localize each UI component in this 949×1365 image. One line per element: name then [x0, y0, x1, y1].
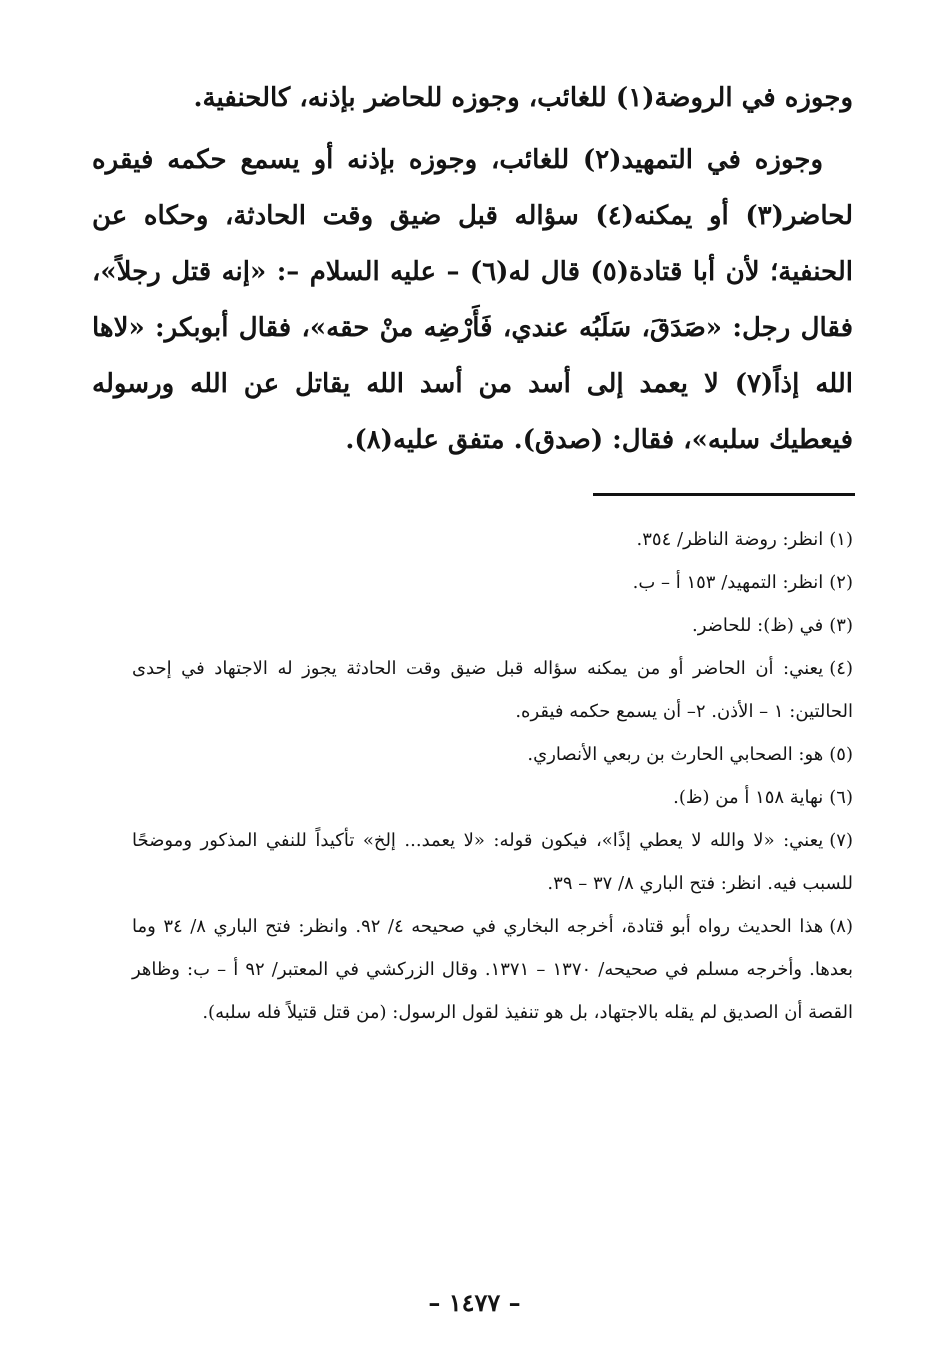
footnote-text: هو: الصحابي الحارث بن ربعي الأنصاري. [527, 744, 824, 765]
footnote-number: (٨) [829, 916, 853, 937]
footnote-number: (٧) [829, 830, 853, 851]
footnote-text: نهاية ١٥٨ أ من (ظ). [673, 787, 824, 808]
footnote-number: (٣) [829, 615, 853, 636]
footnote-number: (٤) [829, 658, 853, 679]
footnote-2 [132, 561, 853, 604]
body-paragraph-2: وجوزه في التمهيد(٢) للغائب، وجوزه بإذنه أو يسمع حكمه فيقره لحاضر(٣) أو يمكنه(٤) سؤاله قبل ضيق وقت الحادثة، وحكاه عن الحنفية؛ لأن أبا قتادة(٥) قال له(٦) – عليه السلام –: «إنه قتل رجلاً»، فقال رجل: «صَدَقَ، سَلَبُه عندي، فَأَرْضِه منْ حقه»، فقال أبوبكر: «لاها الله إذاً(٧) لا يعمد إلى أسد من أسد الله يقاتل عن الله ورسوله فيعطيك سلبه»، فقال: (صدق). متفق عليه(٨). [92, 145, 854, 455]
footnote-text: هذا الحديث رواه أبو قتادة، أخرجه البخاري في صحيحه ٤/ ٩٢. وانظر: فتح الباري ٨/ ٣٤ وما بعدها. وأخرجه مسلم في صحيحه/ ١٣٧٠ – ١٣٧١. وقال الزركشي في المعتبر/ ٩٢ أ – ب: وظاهر القصة أن الصديق لم يقله بالاجتهاد، بل هو تنفيذ لقول الرسول: (من قتل قتيلاً فله سلبه). [132, 916, 853, 1023]
footnote-5 [132, 733, 853, 776]
footnote-3 [132, 604, 853, 647]
footnote-text: انظر: روضة الناظر/ ٣٥٤. [636, 529, 824, 550]
main-text [92, 70, 853, 468]
footnote-text: يعني: «لا والله لا يعطي إذًا»، فيكون قوله: «لا يعمد... إلخ» تأكيداً للنفي المذكور وموضحًا للسبب فيه. انظر: فتح الباري ٨/ ٣٧ – ٣٩. [132, 830, 853, 894]
page-number: – ١٤٧٧ – [428, 1288, 521, 1317]
footnote-6 [132, 776, 853, 819]
footnote-number: (١) [829, 529, 853, 550]
body-paragraph-1: وجوزه في الروضة(١) للغائب، وجوزه للحاضر بإذنه، كالحنفية. [193, 83, 853, 113]
footnote-separator [593, 493, 855, 496]
footnote-text: في (ظ): للحاضر. [691, 615, 824, 636]
footnote-number: (٥) [829, 744, 853, 765]
footnote-8 [132, 905, 853, 1034]
footnote-7 [132, 819, 853, 905]
footnote-number: (٢) [829, 572, 853, 593]
footnote-4 [132, 647, 853, 733]
footnote-text: انظر: التمهيد/ ١٥٣ أ – ب. [632, 572, 824, 593]
footnote-text: يعني: أن الحاضر أو من يمكنه سؤاله قبل ضيق وقت الحادثة يجوز له الاجتهاد في إحدى الحالتين: ١ – الأذن. ٢– أن يسمع حكمه فيقره. [132, 658, 853, 722]
footnotes [132, 518, 853, 1034]
footnote-number: (٦) [829, 787, 853, 808]
footnote-1 [132, 518, 853, 561]
